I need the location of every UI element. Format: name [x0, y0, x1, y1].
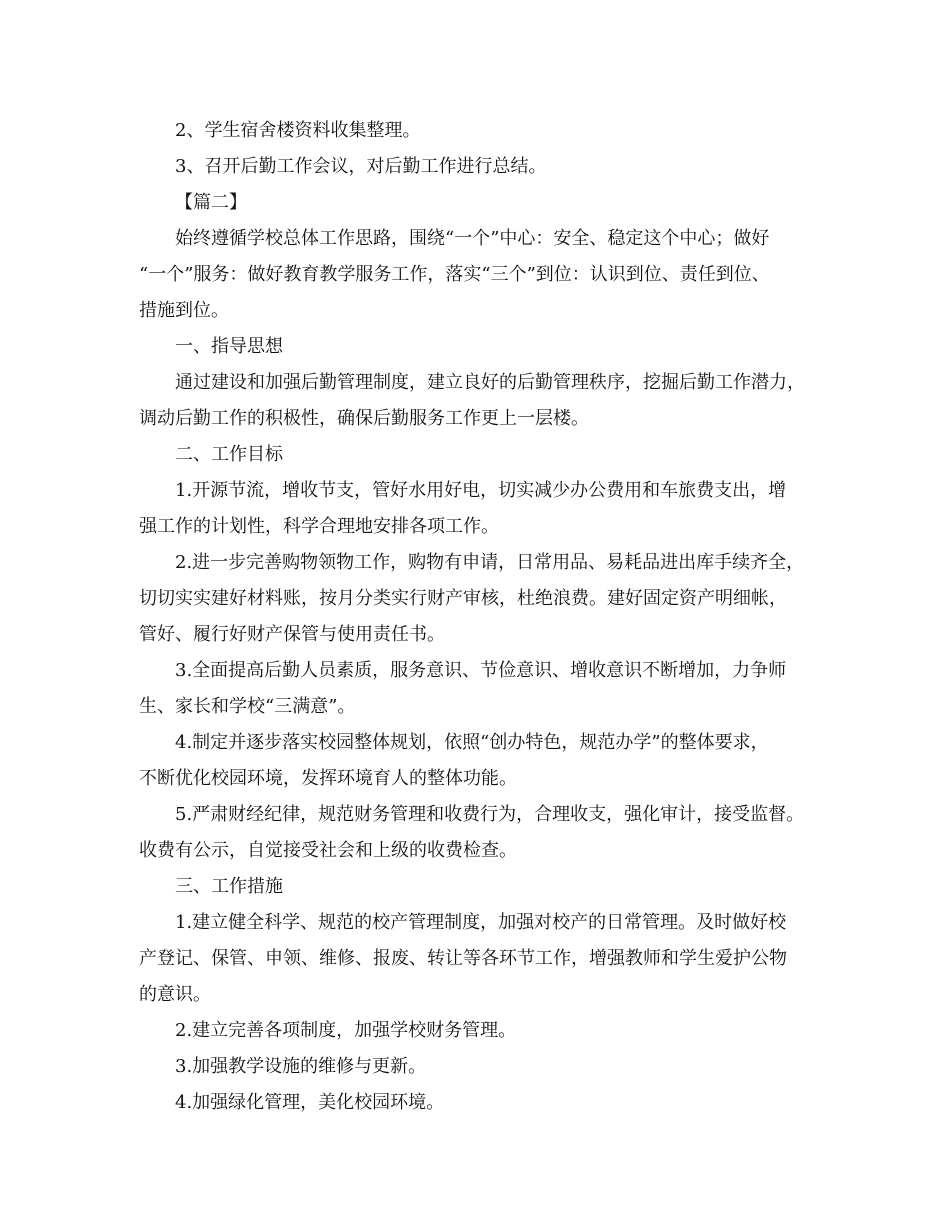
- text-line: 4.制定并逐步落实校园整体规划，依照“创办特色，规范办学”的整体要求，: [175, 732, 769, 753]
- text-line: 措施到位。: [139, 300, 229, 321]
- text-line: 的意识。: [139, 984, 211, 1005]
- text-line: 2.进一步完善购物领物工作，购物有申请，日常用品、易耗品进出库手续齐全，: [175, 552, 805, 573]
- text-line: 收费有公示，自觉接受社会和上级的收费检查。: [139, 840, 517, 861]
- text-line: 2.建立完善各项制度，加强学校财务管理。: [175, 1020, 517, 1041]
- text-line: 3.全面提高后勤人员素质，服务意识、节俭意识、增收意识不断增加，力争师: [175, 660, 787, 681]
- text-line: 切切实实建好材料账，按月分类实行财产审核，杜绝浪费。建好固定资产明细帐，: [139, 588, 787, 609]
- text-line: 4.加强绿化管理，美化校园环境。: [175, 1092, 445, 1113]
- text-line: 3.加强教学设施的维修与更新。: [175, 1056, 427, 1077]
- text-line: 产登记、保管、申领、维修、报废、转让等各环节工作，增强教师和学生爱护公物: [139, 948, 787, 969]
- document-body: [139, 113, 819, 1121]
- text-line: 调动后勤工作的积极性，确保后勤服务工作更上一层楼。: [139, 408, 589, 429]
- text-line: 不断优化校园环境，发挥环境育人的整体功能。: [139, 768, 517, 789]
- text-line: 生、家长和学校“三满意”。: [139, 696, 356, 717]
- text-line: 管好、履行好财产保管与使用责任书。: [139, 624, 445, 645]
- text-line: 3、召开后勤工作会议，对后勤工作进行总结。: [175, 156, 547, 177]
- text-line: 三、工作措施: [175, 876, 283, 897]
- text-line: “一个”服务：做好教育教学服务工作，落实“三个”到位：认识到位、责任到位、: [139, 264, 770, 285]
- text-line: 1.建立健全科学、规范的校产管理制度，加强对校产的日常管理。及时做好校: [175, 912, 787, 933]
- text-line: 二、工作目标: [175, 444, 283, 465]
- text-line: 强工作的计划性，科学合理地安排各项工作。: [139, 516, 499, 537]
- text-line: 5.严肃财经纪律，规范财务管理和收费行为，合理收支，强化审计，接受监督。: [175, 804, 805, 825]
- text-line: 2、学生宿舍楼资料收集整理。: [175, 120, 421, 141]
- text-line: 1.开源节流，增收节支，管好水用好电，切实减少办公费用和车旅费支出，增: [175, 480, 787, 501]
- text-line: 【篇二】: [175, 192, 247, 213]
- text-line: 一、指导思想: [175, 336, 283, 357]
- text-line: 始终遵循学校总体工作思路，围绕“一个”中心：安全、稳定这个中心；做好: [175, 228, 770, 249]
- text-line: 通过建设和加强后勤管理制度，建立良好的后勤管理秩序，挖掘后勤工作潜力，: [175, 372, 805, 393]
